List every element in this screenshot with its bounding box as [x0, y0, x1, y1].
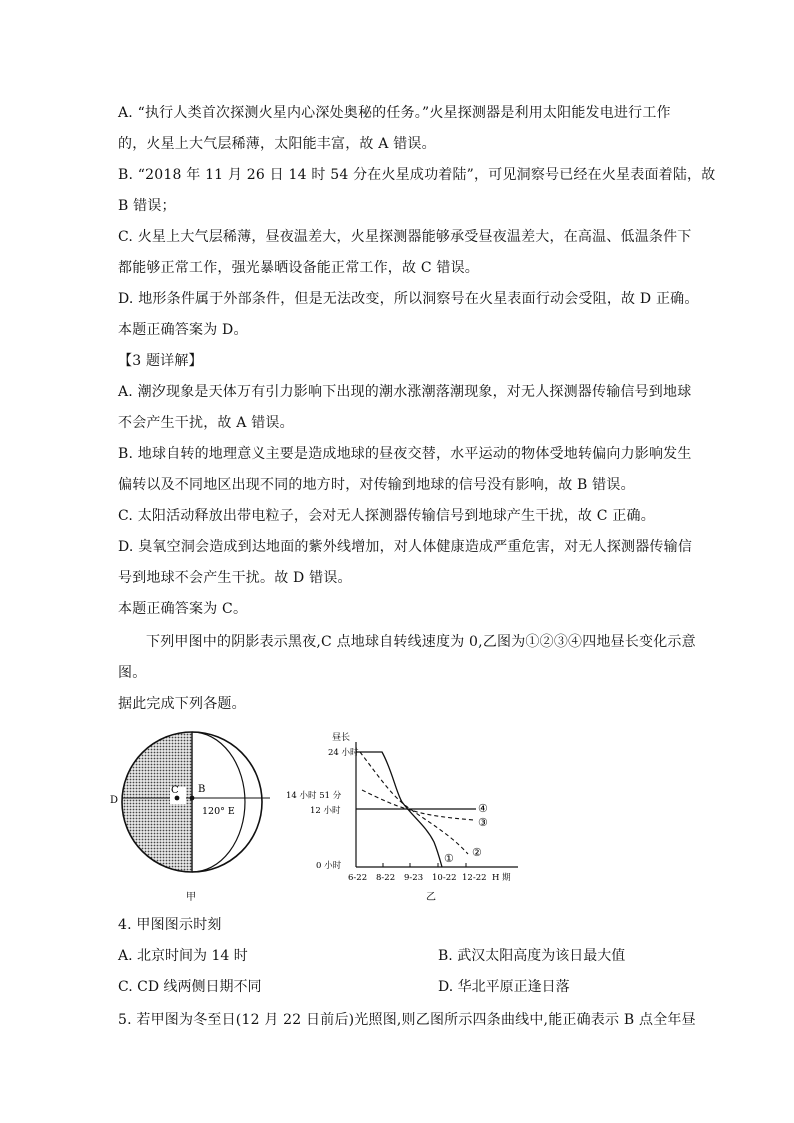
intro-line: 下列甲图中的阴影表示黑夜,C 点地球自转线速度为 0,乙图为①②③④四地昼长变化示意: [146, 634, 696, 650]
figure-yi-caption: 乙: [426, 892, 436, 903]
text-line: A. 潮汐现象是天体万有引力影响下出现的潮水涨潮落潮现象，对无人探测器传输信号到地球: [118, 384, 692, 400]
x-tick: 12-22: [462, 873, 487, 883]
text-line: 都能够正常工作，强光暴晒设备能正常工作，故 C 错误。: [118, 260, 480, 276]
intro-line: 图。: [118, 665, 147, 681]
q4-option-a: A. 北京时间为 14 时: [118, 948, 248, 964]
text-line: C. 太阳活动释放出带电粒子，会对无人探测器传输信号到地球产生干扰，故 C 正确。: [118, 508, 655, 524]
y-tick: 12 小时: [310, 806, 341, 816]
y-tick: 14 小时 51 分: [286, 791, 342, 801]
curve-label-2: ②: [472, 846, 482, 859]
q4-option-b: B. 武汉太阳高度为该日最大值: [438, 948, 626, 964]
figure-jia-caption: 甲: [186, 892, 196, 903]
x-tick: 10-22: [432, 873, 457, 883]
text-line: A. “执行人类首次探测火星内心深处奥秘的任务。”火星探测器是利用太阳能发电进行工作: [118, 105, 671, 121]
text-line: 的，火星上大气层稀薄，太阳能丰富，故 A 错误。: [118, 136, 436, 152]
y-tick: 0 小时: [316, 861, 342, 871]
question-5-stem: 5. 若甲图为冬至日(12 月 22 日前后)光照图,则乙图所示四条曲线中,能正确表示 B 点全年昼: [118, 1012, 696, 1028]
y-tick: 24 小时: [328, 748, 359, 758]
label-d: D: [110, 795, 119, 806]
text-line: D. 地形条件属于外部条件，但是无法改变，所以洞察号在火星表面行动会受阻，故 D 正确。: [118, 291, 699, 307]
label-b: B: [198, 784, 206, 795]
point-c: [175, 796, 180, 801]
label-c: C: [171, 785, 179, 796]
q4-option-d: D. 华北平原正逢日落: [438, 979, 570, 995]
text-line: B 错误；: [118, 198, 176, 214]
curve-2: [360, 752, 468, 854]
question-4-stem: 4. 甲图图示时刻: [118, 917, 222, 933]
curve-label-3: ③: [478, 816, 488, 829]
curve-label-1: ①: [444, 852, 454, 865]
text-line: 号到地球不会产生干扰。故 D 错误。: [118, 570, 352, 586]
q4-option-c: C. CD 线两侧日期不同: [118, 979, 262, 995]
curve-label-4: ④: [478, 802, 488, 815]
answer-line: 本题正确答案为 C。: [118, 601, 248, 617]
answer-line: 本题正确答案为 D。: [118, 322, 248, 338]
text-line: 不会产生干扰，故 A 错误。: [118, 415, 294, 431]
text-line: D. 臭氧空洞会造成到达地面的紫外线增加，对人体健康造成严重危害，对无人探测器传输信: [118, 539, 693, 555]
text-line: B. 地球自转的地理意义主要是造成地球的昼夜交替，水平运动的物体受地转偏向力影响发生: [118, 446, 692, 462]
y-axis-title: 昼长: [332, 733, 351, 743]
x-tick: 8-22: [376, 873, 396, 883]
text-line: B. “2018 年 11 月 26 日 14 时 54 分在火星成功着陆”，可见洞察号已经在火星表面着陆，故: [118, 167, 716, 183]
figure-jia: [108, 730, 278, 905]
curve-3: [362, 790, 474, 820]
text-line: 偏转以及不同地区出现不同的地方时，对传输到地球的信号没有影响，故 B 错误。: [118, 477, 635, 493]
x-axis-unit: H 期: [492, 873, 511, 883]
point-b: [190, 796, 195, 801]
instruction-line: 据此完成下列各题。: [118, 696, 246, 712]
text-line: C. 火星上大气层稀薄，昼夜温差大，火星探测器能够承受昼夜温差大，在高温、低温条件下: [118, 229, 692, 245]
label-longitude: 120° E: [202, 806, 235, 817]
figure-yi: [278, 730, 528, 905]
section-heading: 【3 题详解】: [118, 353, 203, 369]
x-tick: 6-22: [348, 873, 368, 883]
x-tick: 9-23: [404, 873, 424, 883]
